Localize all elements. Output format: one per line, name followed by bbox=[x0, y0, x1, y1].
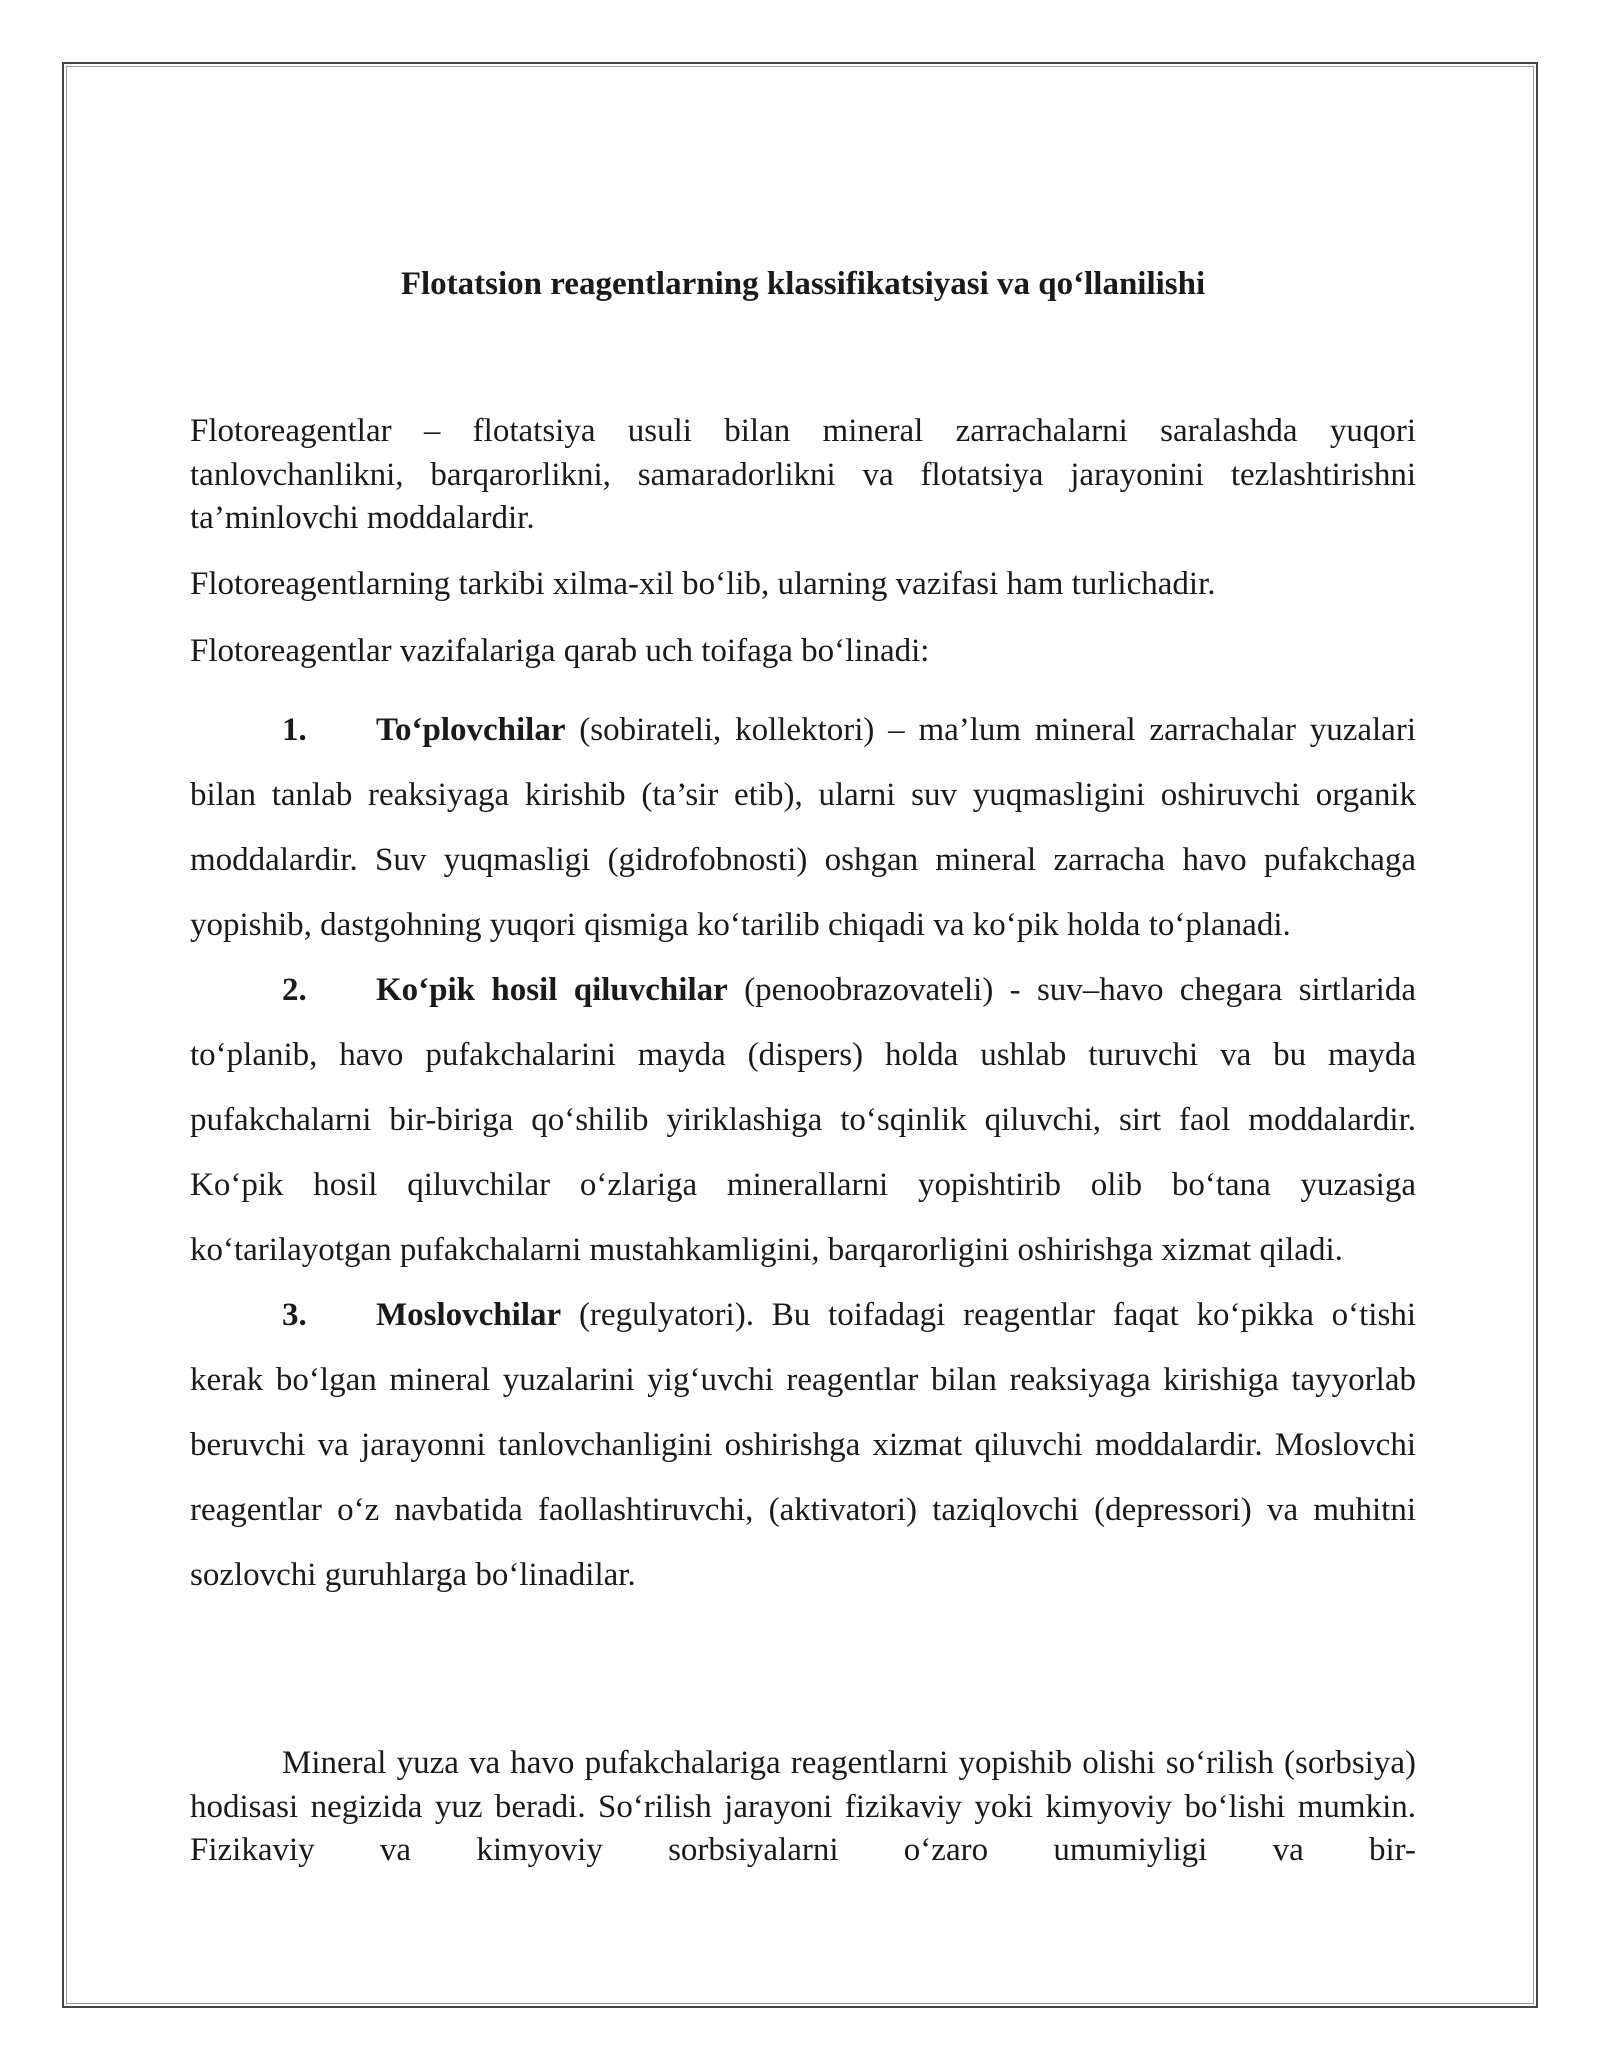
list-item-text: (sobirateli, kollektori) – ma’lum mineral zarrachalar yuzalari bilan tanlab reaksiyaga kirishib (ta’sir etib), ularni suv yuqmasligini oshiruvchi organik moddalardir. Suv yuqmasligi (gidrofobnosti) oshgan mineral zarracha havo pufakchaga yopishib, dastgohning yuqori qismiga ko‘tarilib chiqadi va ko‘pik holda to‘planadi. bbox=[190, 712, 1416, 943]
list-item-number: 1. bbox=[282, 712, 307, 748]
final-section bbox=[190, 1742, 1416, 1873]
intro-paragraph: Flotoreagentlar – flotatsiya usuli bilan mineral zarrachalarni saralashda yuqori tanlovchanlikni, barqarorlikni, samaradorlikni va flotatsiya jarayonini tezlashtirishni ta’minlovchi moddalardir. bbox=[190, 413, 1416, 536]
intro-paragraph-3: Flotoreagentlar vazifalariga qarab uch toifaga bo‘linadi: bbox=[190, 633, 930, 669]
list-item-number: 3. bbox=[282, 1297, 307, 1333]
intro-section bbox=[190, 410, 1416, 541]
intro-paragraph-2: Flotoreagentlarning tarkibi xilma-xil bo‘lib, ularning vazifasi ham turlichadir. bbox=[190, 566, 1216, 602]
list-item-term: Moslovchilar bbox=[376, 1297, 562, 1333]
list-item-term: To‘plovchilar bbox=[376, 712, 566, 748]
document-title: Flotatsion reagentlarning klassifikatsiyasi va qo‘llanilishi bbox=[400, 266, 1206, 302]
list-item bbox=[190, 698, 1416, 958]
list-item bbox=[190, 958, 1416, 1283]
list-item-number: 2. bbox=[282, 972, 307, 1008]
numbered-list bbox=[190, 698, 1416, 1608]
list-item-text: (regulyatori). Bu toifadagi reagentlar faqat ko‘pikka o‘tishi kerak bo‘lgan mineral yuzalarini yig‘uvchi reagentlar bilan reaksiyaga kirishiga tayyorlab beruvchi va jarayonni tanlovchanligini oshirishga xizmat qiluvchi moddalardir. Moslovchi reagentlar o‘z navbatida faollashtiruvchi, (aktivatori) taziqlovchi (depressori) va muhitni sozlovchi guruhlarga bo‘linadilar. bbox=[190, 1297, 1416, 1593]
final-paragraph: Mineral yuza va havo pufakchalariga reagentlarni yopishib olishi so‘rilish (sorbsiya) hodisasi negizida yuz beradi. So‘rilish jarayoni fizikaviy yoki kimyoviy bo‘lishi mumkin. Fizikaviy va kimyoviy sorbsiyalarni o‘zaro umumiyligi va bir- bbox=[190, 1745, 1416, 1868]
intro-section-2 bbox=[190, 563, 1416, 607]
intro-section-3 bbox=[190, 630, 1416, 674]
list-item-text: (penoobrazovateli) - suv–havo chegara sirtlarida to‘planib, havo pufakchalarini mayda (dispers) holda ushlab turuvchi va bu mayda pufakchalarni bir-biriga qo‘shilib yiriklashiga to‘sqinlik qiluvchi, sirt faol moddalardir. Ko‘pik hosil qiluvchilar o‘zlariga minerallarni yopishtirib olib bo‘tana yuzasiga ko‘tarilayotgan pufakchalarni mustahkamligini, barqarorligini oshirishga xizmat qiladi. bbox=[190, 972, 1416, 1268]
list-item-term: Ko‘pik hosil qiluvchilar bbox=[376, 972, 728, 1008]
list-item bbox=[190, 1283, 1416, 1608]
